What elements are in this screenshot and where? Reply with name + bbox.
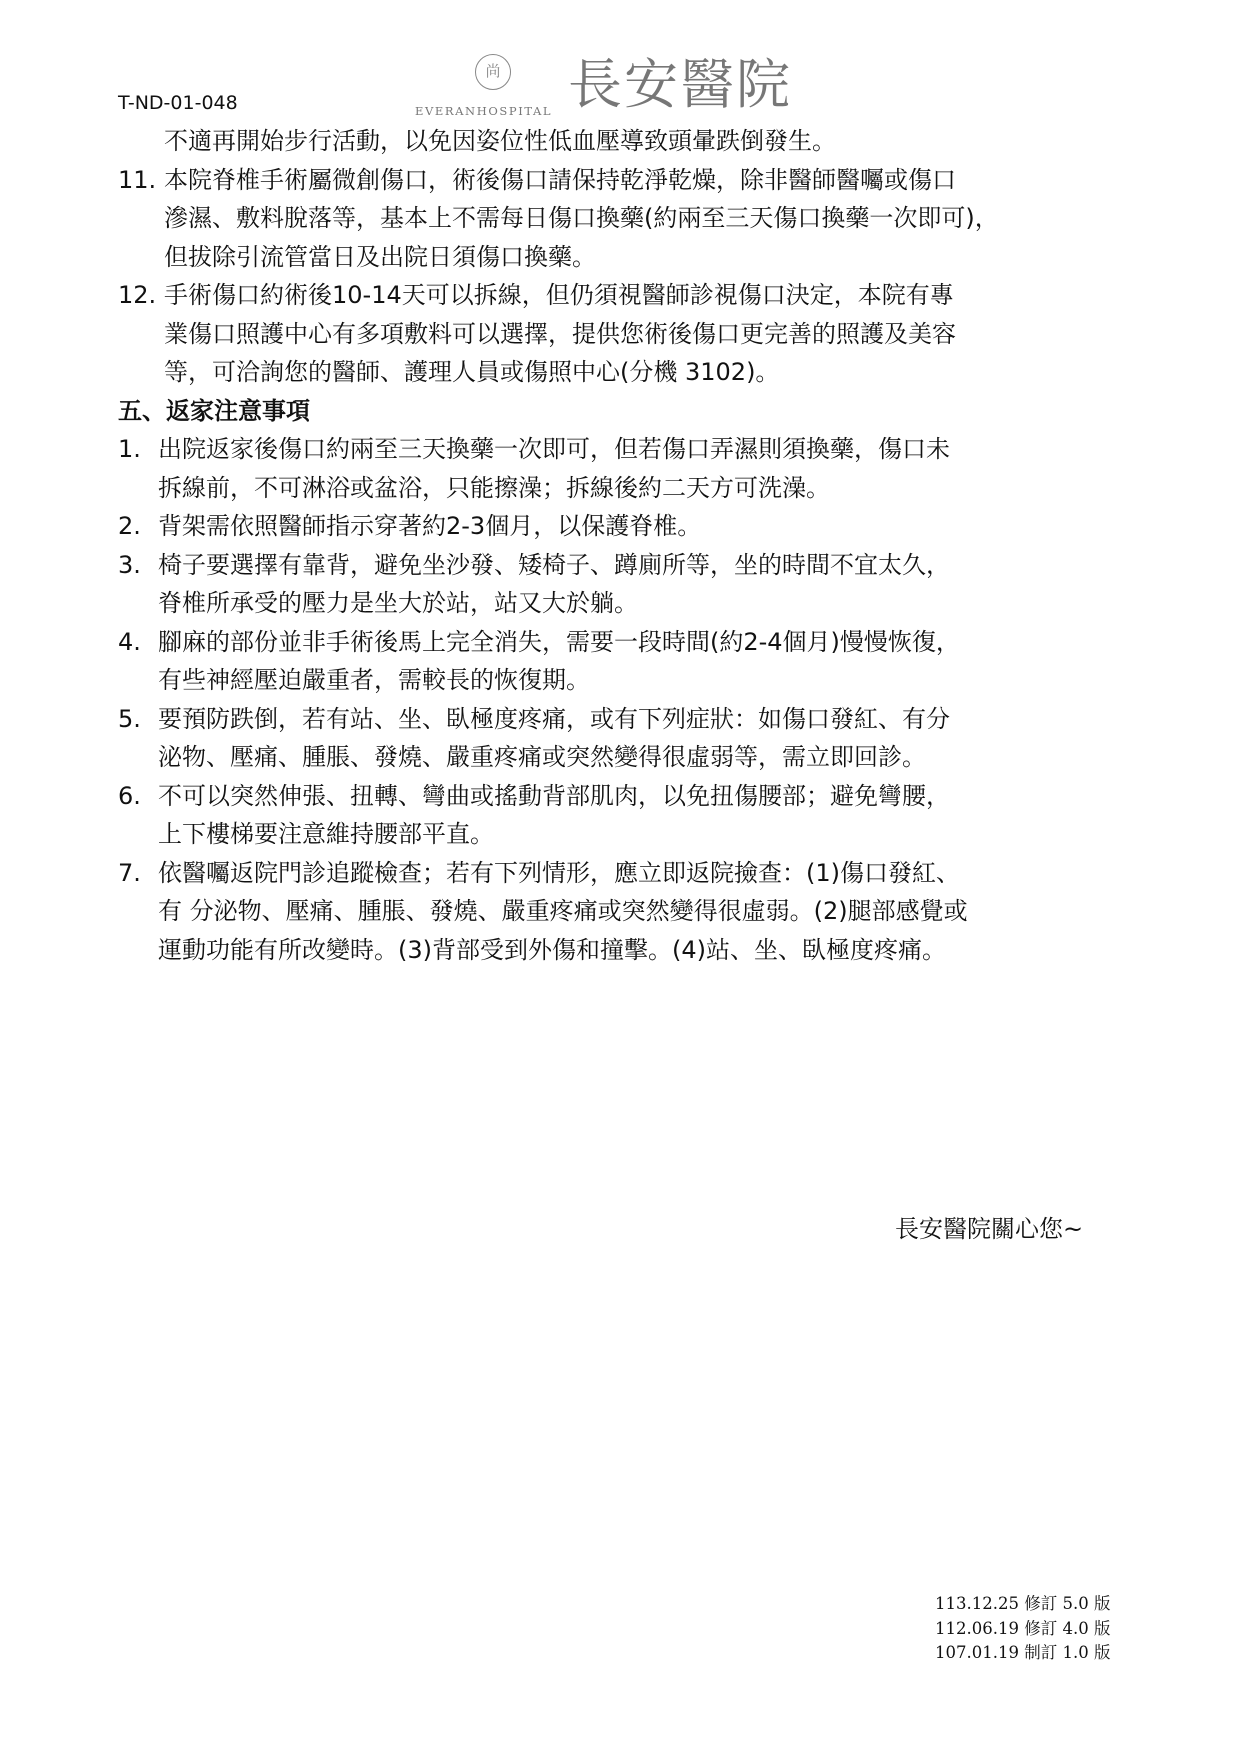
item-line: 腳麻的部份並非手術後馬上完全消失，需要一段時間(約2-4個月)慢慢恢復， <box>158 627 960 656</box>
home-item-1 <box>118 430 1138 507</box>
revision-entry: 112.06.19 修訂 4.0 版 <box>935 1618 1111 1638</box>
home-item-7 <box>118 854 1138 970</box>
home-item-4 <box>118 623 1138 700</box>
logo-chinese-name: 長安醫院 <box>568 53 792 116</box>
item-number: 2. <box>118 512 141 540</box>
item-line: 背架需依照醫師指示穿著約2-3個月，以保護脊椎。 <box>158 512 702 540</box>
item-number: 5. <box>118 704 141 733</box>
item-line: 要預防跌倒，若有站、坐、臥極度疼痛，或有下列症狀：如傷口發紅、有分 <box>158 704 950 733</box>
item-line: 上下樓梯要注意維持腰部平直。 <box>158 820 494 848</box>
item-line: 運動功能有所改變時。(3)背部受到外傷和撞擊。(4)站、坐、臥極度疼痛。 <box>158 935 946 964</box>
item-line: 手術傷口約術後10-14天可以拆線，但仍須視醫師診視傷口決定，本院有專 <box>164 281 954 309</box>
item-line: 泌物、壓痛、腫脹、發燒、嚴重疼痛或突然變得很虛弱等，需立即回診。 <box>158 743 926 771</box>
item-line: 出院返家後傷口約兩至三天換藥一次即可，但若傷口弄濕則須換藥，傷口未 <box>158 435 950 463</box>
item-number: 7. <box>118 858 141 887</box>
doc-code: T-ND-01-048 <box>118 92 238 114</box>
home-item-2 <box>118 507 1138 546</box>
item-number: 12. <box>118 281 157 309</box>
revision-history <box>935 1592 1110 1666</box>
closing-remark: 長安醫院關心您~ <box>895 1215 1084 1243</box>
item-line: 但拔除引流管當日及出院日須傷口換藥。 <box>164 242 596 271</box>
hospital-logo <box>415 52 835 122</box>
item-line: 本院脊椎手術屬微創傷口，術後傷口請保持乾淨乾燥，除非醫師醫囑或傷口 <box>164 165 956 194</box>
logo-english-name: EVERANHOSPITAL <box>415 104 553 118</box>
item-line: 等，可洽詢您的醫師、護理人員或傷照中心(分機 3102)。 <box>164 358 780 386</box>
item-line: 拆線前，不可淋浴或盆浴，只能擦澡；拆線後約二天方可洗澡。 <box>158 473 830 502</box>
item-number: 6. <box>118 781 141 810</box>
home-item-5 <box>118 700 1138 777</box>
hospital-emblem-icon: 尚 <box>475 54 511 90</box>
item-line: 滲濕、敷料脫落等，基本上不需每日傷口換藥(約兩至三天傷口換藥一次即可)， <box>164 204 999 232</box>
item-number: 3. <box>118 550 141 579</box>
item-line: 業傷口照護中心有多項敷料可以選擇，提供您術後傷口更完善的照護及美容 <box>164 319 956 348</box>
home-item-3 <box>118 546 1138 623</box>
revision-entry: 113.12.25 修訂 5.0 版 <box>935 1594 1111 1613</box>
item-number: 11. <box>118 165 157 194</box>
item-number: 4. <box>118 627 141 656</box>
revision-entry: 107.01.19 制訂 1.0 版 <box>935 1643 1111 1662</box>
item-line: 不可以突然伸張、扭轉、彎曲或搖動背部肌肉，以免扭傷腰部；避免彎腰， <box>158 781 950 810</box>
item-number: 1. <box>118 435 141 463</box>
list-item-11 <box>118 161 1138 277</box>
home-item-6 <box>118 777 1138 854</box>
continuation-line: 不適再開始步行活動，以免因姿位性低血壓導致頭暈跌倒發生。 <box>164 127 836 155</box>
item-line: 依醫囑返院門診追蹤檢查；若有下列情形，應立即返院撿查：(1)傷口發紅、 <box>158 858 960 887</box>
item-line: 椅子要選擇有靠背，避免坐沙發、矮椅子、蹲廁所等，坐的時間不宜太久， <box>158 550 950 579</box>
list-item-12 <box>118 276 1138 392</box>
item-line: 有 分泌物、壓痛、腫脹、發燒、嚴重疼痛或突然變得很虛弱。(2)腿部感覺或 <box>158 897 968 925</box>
section-heading: 五、返家注意事項 <box>118 396 310 425</box>
item-line: 脊椎所承受的壓力是坐大於站，站又大於躺。 <box>158 589 638 617</box>
item-line: 有些神經壓迫嚴重者，需較長的恢復期。 <box>158 666 590 694</box>
document-body <box>118 122 1138 969</box>
